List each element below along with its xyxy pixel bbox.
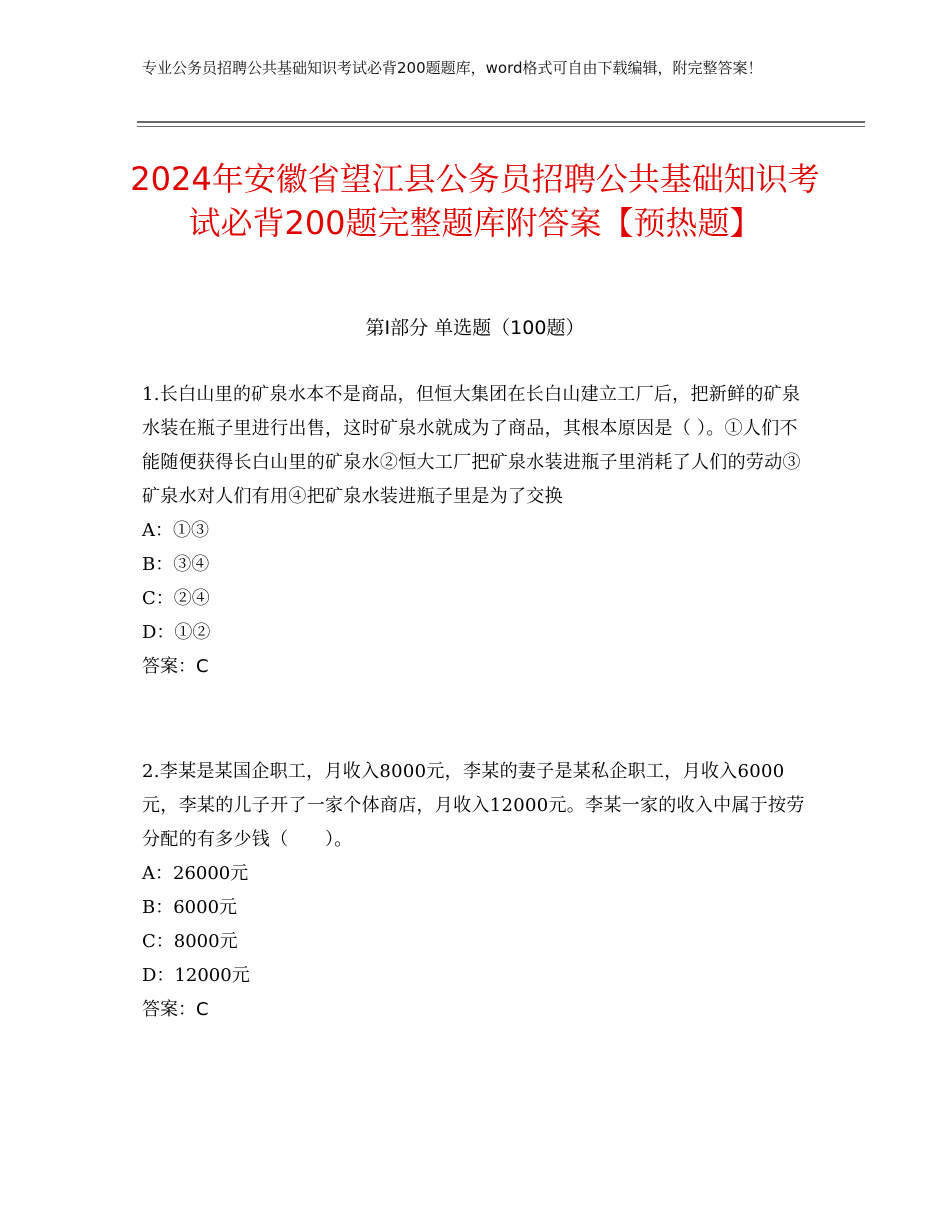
document-title: 2024年安徽省望江县公务员招聘公共基础知识考试必背200题完整题库附答案【预热题】 [130, 160, 820, 242]
section-title: 第Ⅰ部分 单选题（100题） [365, 317, 585, 339]
option-b: B：③④ [142, 554, 210, 575]
option-a: A：26000元 [142, 863, 249, 884]
option-a: A：①③ [142, 520, 209, 541]
answer: 答案：C [142, 656, 209, 677]
header-divider-thick [137, 121, 865, 123]
question-stem: 1.长白山里的矿泉水本不是商品，但恒大集团在长白山建立工厂后，把新鲜的矿泉水装在瓶子里进行出售，这时矿泉水就成为了商品，其根本原因是（ ）。①人们不能随便获得长白山里的矿泉水②恒大工厂把矿泉水装进瓶子里消耗了人们的劳动③矿泉水对人们有用④把矿泉水装进瓶子里是为了交换 [142, 384, 801, 507]
option-c: C：②④ [142, 588, 210, 609]
option-d: D：①② [142, 622, 211, 643]
option-b: B：6000元 [142, 897, 238, 918]
answer: 答案：C [142, 999, 209, 1020]
question-stem: 2.李某是某国企职工，月收入8000元，李某的妻子是某私企职工，月收入6000元，李某的儿子开了一家个体商店，月收入12000元。李某一家的收入中属于按劳分配的有多少钱（ ）。 [142, 761, 805, 850]
header-divider-thin [137, 126, 865, 127]
question-2 [142, 755, 807, 1027]
question-1 [142, 378, 807, 684]
option-c: C：8000元 [142, 931, 238, 952]
header-note: 专业公务员招聘公共基础知识考试必背200题题库，word格式可自由下载编辑，附完整答案！ [142, 59, 763, 77]
option-d: D：12000元 [142, 965, 250, 986]
